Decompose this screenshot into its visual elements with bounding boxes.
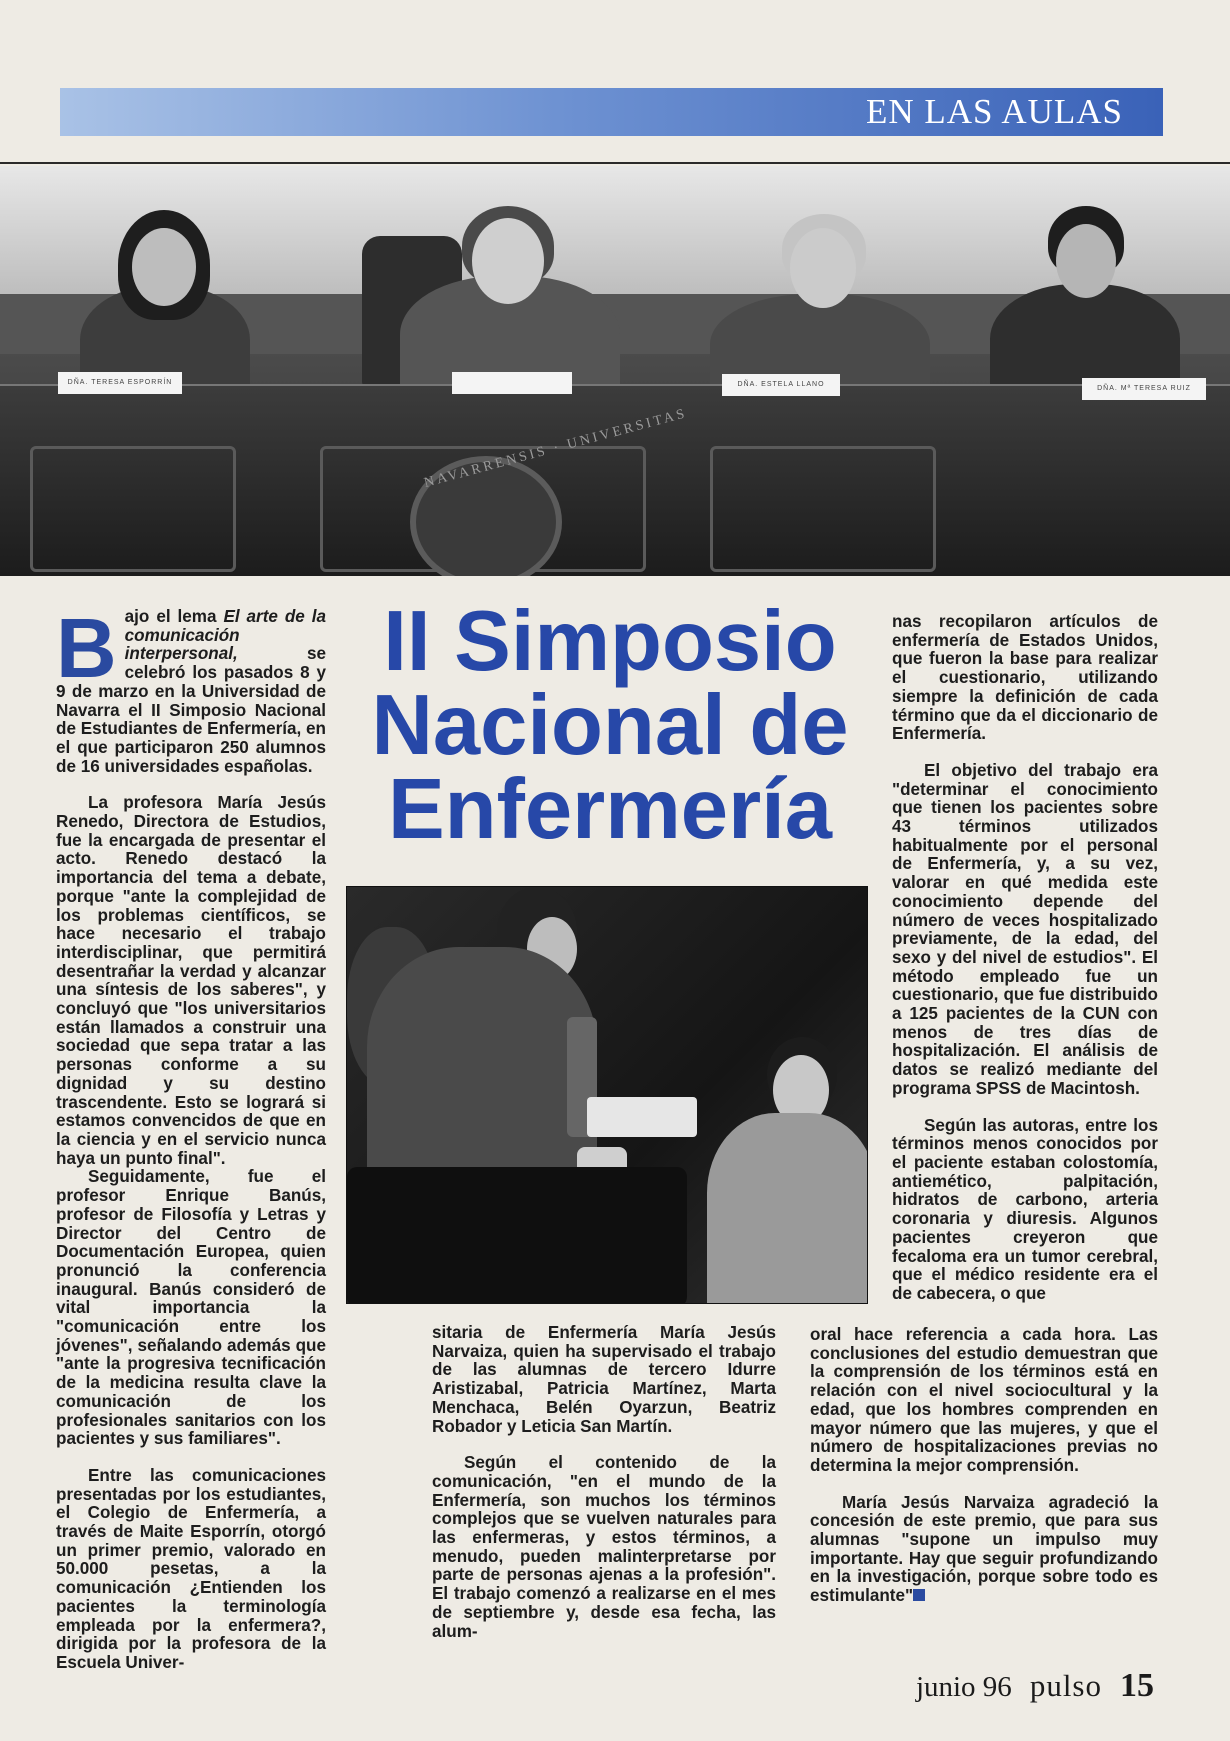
- photo-woman-jacket: [367, 947, 597, 1197]
- article-headline: [360, 594, 860, 857]
- article-paragraph-9b: oral hace referencia a cada hora. Las conclusiones del estudio demuestran que la comprensión de los términos está en relación con el nivel sociocultural y la edad, que los hombres comprenden en mayor número que las mujeres, y que el número de hospitalizaciones previas no determina la mejor comprensión.: [810, 1325, 1158, 1475]
- drop-cap: B: [56, 601, 117, 695]
- article-column-2: [432, 1324, 776, 1641]
- section-banner: [60, 88, 1163, 136]
- photo-desk-carving-1: [30, 446, 236, 572]
- photo-award-ceremony: [346, 886, 868, 1304]
- headline-line-3: Enfermería: [387, 762, 833, 857]
- article-paragraph-1: Bajo el lema El arte de la comunicación interpersonal, se celebró los pasados 8 y 9 de marzo en la Universidad de Navarra el II Simposio Nacional de Estudiantes de Enfermería, en el que participaron 250 alumnos de 16 universidades españolas.: [56, 601, 326, 776]
- article-paragraph-7: nas recopilaron artículos de enfermería de Estados Unidos, que fueron la base para realizar el cuestionario, utilizando siempre la definición de cada término que da el diccionario de Enfermería.: [892, 612, 1158, 744]
- article-paragraph-9a: Según las autoras, entre los términos menos conocidos por el paciente estaban colostomía, antiemético, palpitación, hidratos de carbono, arteria coronaria y diuresis. Algunos pacientes creyeron que fecaloma era un tumor cerebral, que el médico residente era el de cabecera, o que: [892, 1115, 1158, 1303]
- article-paragraph-4: Entre las comunicaciones presentadas por los estudiantes, el Colegio de Enfermería, a través de Maite Esporrín, otorgó un primer premio, valorado en 50.000 pesetas, a la comunicación ¿Entienden los pacientes la terminología empleada por la enfermera?, dirigida por la profesora de la Escuela Univer-: [56, 1465, 326, 1672]
- article-paragraph-2: La profesora María Jesús Renedo, Directora de Estudios, fue la encargada de presentar el acto. Renedo destacó la importancia del tema a debate, porque "ante la complejidad de los problemas científicos, se hace necesario el trabajo interdisciplinar, que permitirá desentrañar la verdad y alcanzar una síntesis de los saberes", y concluyó que "los universitarios están llamados a construir una sociedad que sepa tratar a las personas conforme a su dignidad y su destino trascendente. Esto se logrará si estamos convencidos de que en la ciencia y en el servicio nunca haya un punto final".: [56, 793, 326, 1168]
- nameplate-center: [452, 372, 572, 394]
- issue-date: junio 96: [915, 1671, 1012, 1703]
- photo-person-1-face: [132, 228, 196, 306]
- photo-man-jacket: [707, 1113, 868, 1304]
- headline-line-2: Nacional de: [371, 678, 849, 773]
- seal-lettering: NAVARRENSIS · UNIVERSITAS: [422, 406, 689, 491]
- photo-person-4-face: [1056, 224, 1116, 298]
- photo-panel-table: [0, 166, 1230, 576]
- article-column-1: [56, 601, 326, 1673]
- section-title: EN LAS AULAS: [865, 92, 1123, 131]
- nameplate-1: DÑA. TERESA ESPORRÍN: [58, 372, 182, 394]
- photo-diploma: [587, 1097, 697, 1137]
- photo-person-2-face: [472, 218, 544, 304]
- article-column-3-lower: [810, 1326, 1158, 1606]
- nameplate-2: DÑA. ESTELA LLANO: [722, 374, 840, 396]
- article-paragraph-5: sitaria de Enfermería María Jesús Narvaiza, quien ha supervisado el trabajo de las alumnas de tercero Idurre Aristizabal, Patricia Martínez, Marta Menchaca, Belén Oyarzun, Beatriz Robador y Leticia San Martín.: [432, 1323, 776, 1436]
- photo-desk-carving-3: [710, 446, 936, 572]
- page-number: 15: [1120, 1667, 1154, 1704]
- photo-person-3-face: [790, 228, 856, 308]
- headline-line-1: II Simposio: [383, 594, 837, 689]
- article-paragraph-3: Seguidamente, fue el profesor Enrique Banús, profesor de Filosofía y Letras y Director del Centro de Documentación Europea, quien pronunció la conferencia inaugural. Banús consideró de vital importancia la "comunicación entre los jóvenes", señalando además que "ante la progresiva tecnificación de la medicina resulta clave la comunicación de los profesionales sanitarios con los pacientes y sus familiares".: [56, 1167, 326, 1449]
- page-footer: [916, 1667, 1154, 1705]
- photo-table: [347, 1167, 687, 1304]
- article-paragraph-10: María Jesús Narvaiza agradeció la concesión de este premio, que para sus alumnas "supone un impulso muy importante. Hay que seguir profundizando en la investigación, porque sobre todo es estimulante": [810, 1492, 1158, 1606]
- article-column-3: [892, 613, 1158, 1304]
- magazine-name: pulso: [1029, 1668, 1102, 1703]
- nameplate-3: DÑA. Mª TERESA RUIZ: [1082, 378, 1206, 400]
- article-paragraph-6: Según el contenido de la comunicación, "en el mundo de la Enfermería, son muchos los términos complejos que se vuelven naturales para las enfermeras, y estos términos, a menudo, pueden malinterpretarse por parte de personas ajenas a la profesión". El trabajo comenzó a realizarse en el mes de septiembre y, desde esa fecha, las alum-: [432, 1453, 776, 1641]
- header-rule: [0, 162, 1230, 164]
- article-paragraph-8: El objetivo del trabajo era "determinar el conocimiento que tienen los pacientes sobre 43 términos utilizados habitualmente por el personal de Enfermería, y, a su vez, valorar en qué medida este conocimiento depende del número de veces hospitalizado previamente, de la edad, del sexo y del nivel de estudios". El método empleado fue un cuestionario, que fue distribuido a 125 pacientes de la CUN con menos de tres días de hospitalización. El análisis de datos se realizó mediante del programa SPSS de Macintosh.: [892, 760, 1158, 1098]
- end-mark: [913, 1589, 925, 1601]
